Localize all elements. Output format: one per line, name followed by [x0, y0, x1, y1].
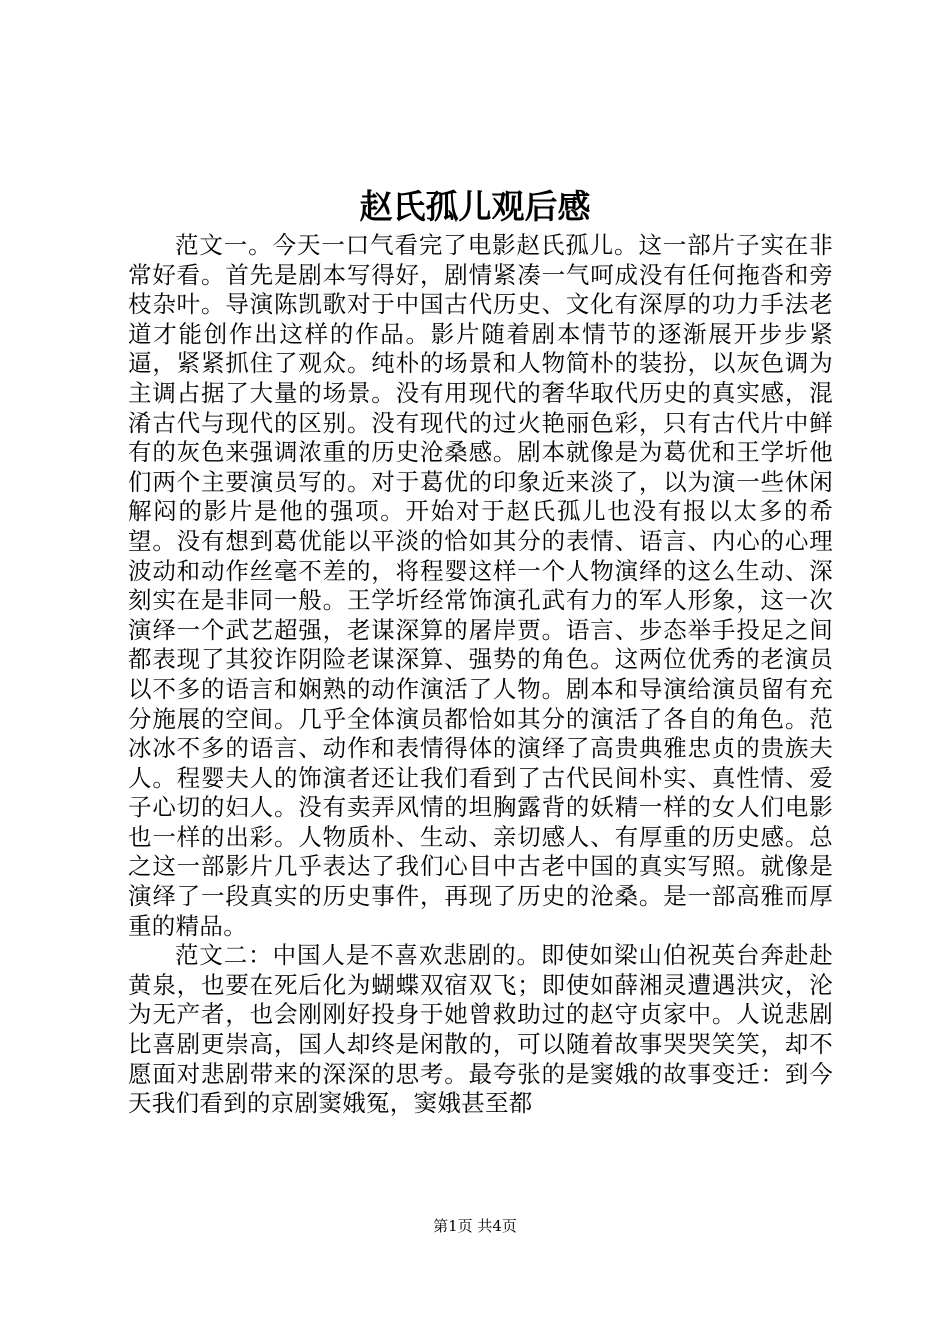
page-footer: 第1页 共4页	[433, 1217, 517, 1235]
paragraph-1: 范文一。今天一口气看完了电影赵氏孤儿。这一部片子实在非常好看。首先是剧本写得好，剧情紧凑一气呵成没有任何拖沓和旁枝杂叶。导演陈凯歌对于中国古代历史、文化有深厚的功力手法老道才能创作出这样的作品。影片随着剧本情节的逐渐展开步步紧逼，紧紧抓住了观众。纯朴的场景和人物简朴的装扮，以灰色调为主调占据了大量的场景。没有用现代的奢华取代历史的真实感，混淆古代与现代的区别。没有现代的过火艳丽色彩，只有古代片中鲜有的灰色来强调浓重的历史沧桑感。剧本就像是为葛优和王学圻他们两个主要演员写的。对于葛优的印象近来淡了，以为演一些休闲解闷的影片是他的强项。开始对于赵氏孤儿也没有报以太多的希望。没有想到葛优能以平淡的恰如其分的表情、语言、内心的心理波动和动作丝毫不差的，将程婴这样一个人物演绎的这么生动、深刻实在是非同一般。王学圻经常饰演孔武有力的军人形象，这一次演绎一个武艺超强，老谋深算的屠岸贾。语言、步态举手投足之间都表现了其狡诈阴险老谋深算、强势的角色。这两位优秀的老演员以不多的语言和娴熟的动作演活了人物。剧本和导演给演员留有充分施展的空间。几乎全体演员都恰如其分的演活了各自的角色。范冰冰不多的语言、动作和表情得体的演绎了高贵典雅忠贞的贵族夫人。程婴夫人的饰演者还让我们看到了古代民间朴实、真性情、爱子心切的妇人。没有卖弄风情的坦胸露背的妖精一样的女人们电影也一样的出彩。人物质朴、生动、亲切感人、有厚重的历史感。总之这一部影片几乎表达了我们心目中古老中国的真实写照。就像是演绎了一段真实的历史事件，再现了历史的沧桑。是一部高雅而厚重的精品。	[128, 231, 833, 940]
document-title: 赵氏孤儿观后感	[359, 187, 591, 226]
paragraph-2: 范文二：中国人是不喜欢悲剧的。即使如梁山伯祝英台奔赴赴黄泉，也要在死后化为蝴蝶双宿双飞；即使如薛湘灵遭遇洪灾，沦为无产者，也会刚刚好投身于她曾救助过的赵守贞家中。人说悲剧比喜剧更崇高，国人却终是闲散的，可以随着故事哭哭笑笑，却不愿面对悲剧带来的深深的思考。最夸张的是窦娥的故事变迁：到今天我们看到的京剧窦娥冤，窦娥甚至都	[128, 941, 833, 1118]
document-body	[128, 231, 833, 1119]
